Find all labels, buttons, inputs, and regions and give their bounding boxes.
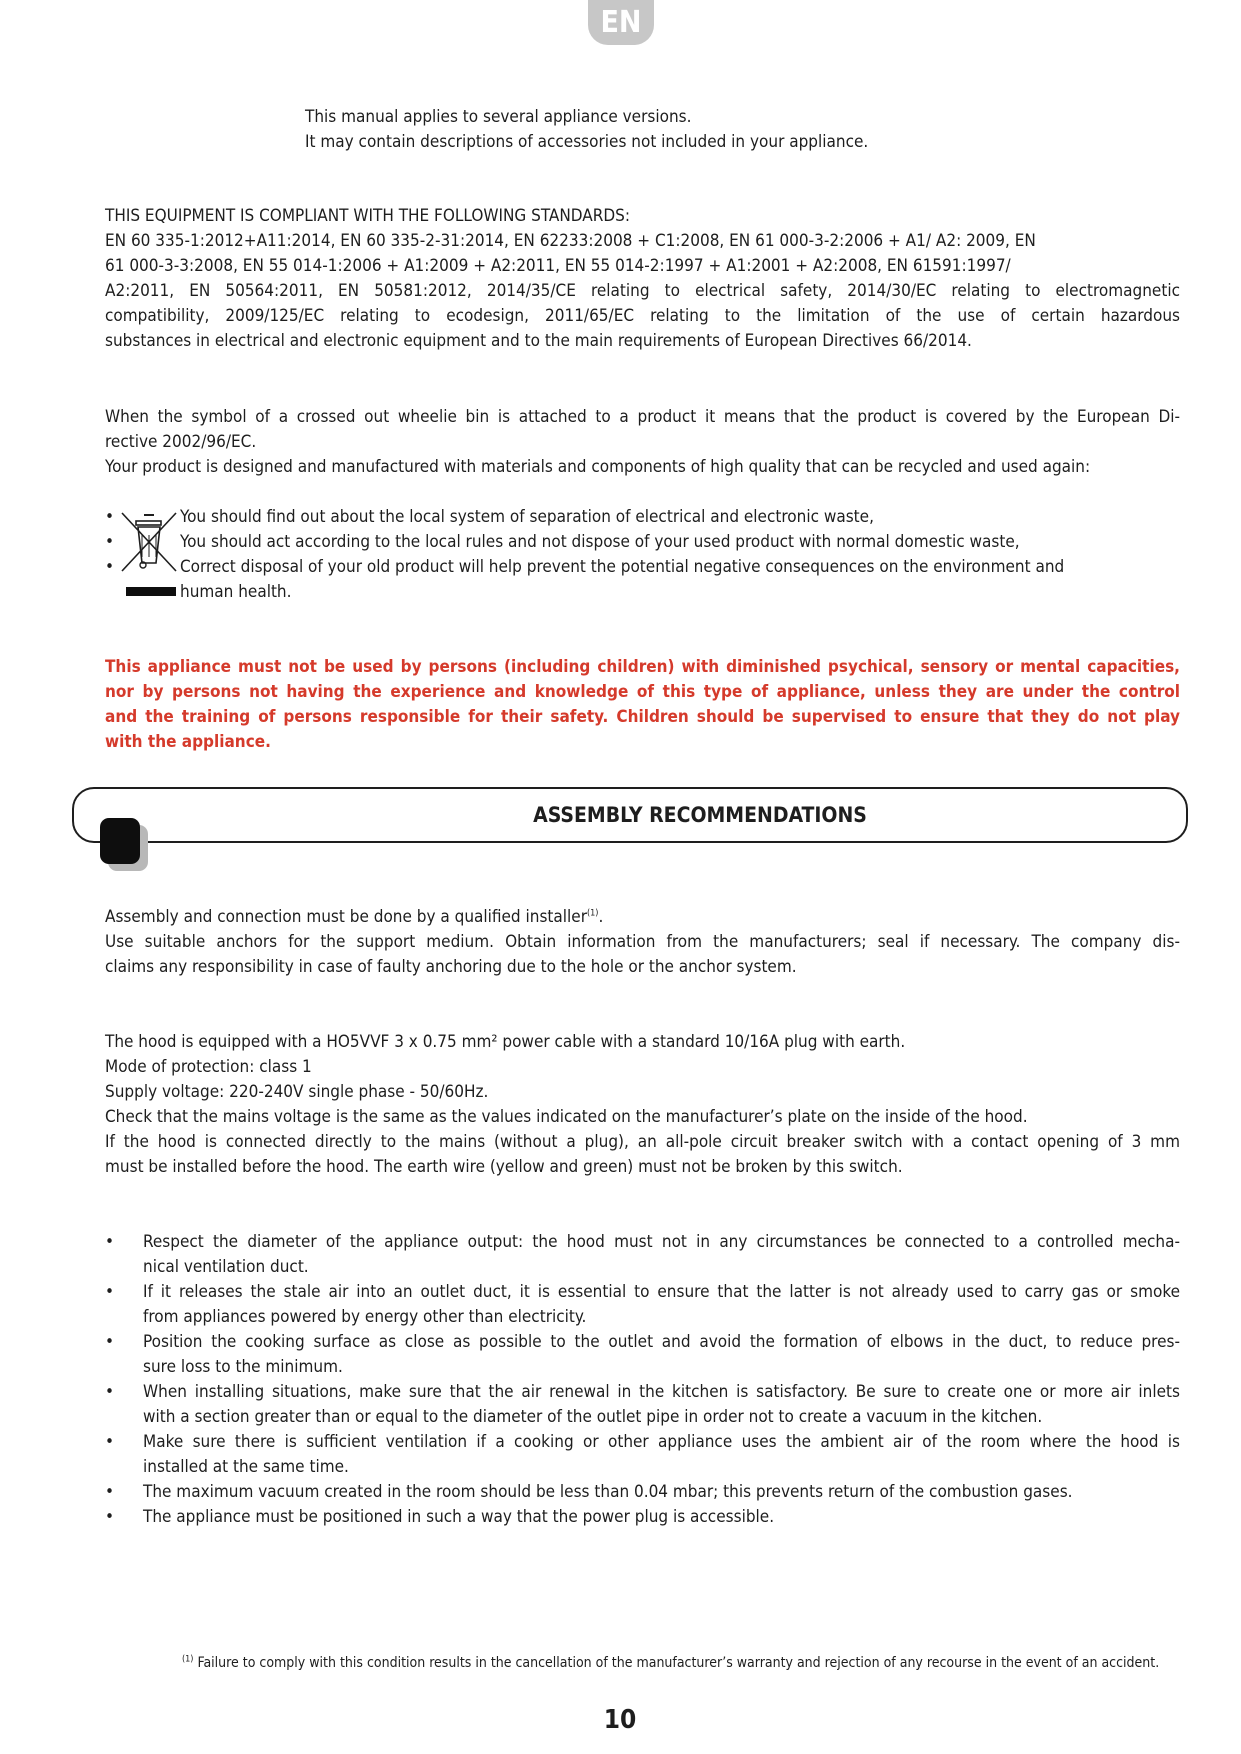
electrical-line-6: must be installed before the hood. The earth wire (yellow and green) must not be broken by this switch. <box>105 1157 903 1177</box>
weee-bullet-2: You should act according to the local rules and not dispose of your used product with normal domestic waste, <box>180 532 1020 552</box>
crossed-wheelie-bin-icon <box>118 505 180 603</box>
vent-bullet-1: Respect the diameter of the appliance output: the hood must not in any circumstances be connected to a controlled mecha- <box>143 1232 1180 1252</box>
assembly-line-3: claims any responsibility in case of faulty anchoring due to the hole or the anchor system. <box>105 957 797 977</box>
footnote <box>182 1655 1159 1671</box>
vent-bullet-5-marker: • <box>105 1432 115 1452</box>
footnote-text: Failure to comply with this condition results in the cancellation of the manufacturer’s warranty and rejection of any recourse in the event of an accident. <box>197 1655 1160 1671</box>
vent-bullet-7-marker: • <box>105 1507 115 1527</box>
intro-line-2: It may contain descriptions of accessories not included in your appliance. <box>305 132 869 152</box>
weee-line-3: Your product is designed and manufactured with materials and components of high quality that can be recycled and used again: <box>105 457 1091 477</box>
footnote-marker: (1) <box>182 1654 194 1665</box>
vent-bullet-1-marker: • <box>105 1232 115 1252</box>
vent-bullet-3-marker: • <box>105 1332 115 1352</box>
warning-line-4: with the appliance. <box>105 732 271 752</box>
vent-bullet-4-marker: • <box>105 1382 115 1402</box>
weee-bullet-3-marker: • <box>105 557 115 577</box>
vent-bullet-6: The maximum vacuum created in the room should be less than 0.04 mbar; this prevents return of the combustion gases. <box>143 1482 1073 1502</box>
weee-bullet-3: Correct disposal of your old product will help prevent the potential negative consequences on the environment and <box>180 557 1065 577</box>
language-badge: EN <box>588 0 654 45</box>
standards-heading: THIS EQUIPMENT IS COMPLIANT WITH THE FOLLOWING STANDARDS: <box>105 206 630 226</box>
vent-bullet-1-cont: nical ventilation duct. <box>143 1257 309 1277</box>
vent-bullet-2-cont: from appliances powered by energy other than electricity. <box>143 1307 587 1327</box>
vent-bullet-2-marker: • <box>105 1282 115 1302</box>
footnote-ref: (1) <box>586 908 599 919</box>
section-title: ASSEMBLY RECOMMENDATIONS <box>533 803 867 827</box>
vent-bullet-4: When installing situations, make sure that the air renewal in the kitchen is satisfactory. Be sure to create one or more air inlets <box>143 1382 1180 1402</box>
page-number: 10 <box>603 1705 637 1735</box>
vent-bullet-2: If it releases the stale air into an outlet duct, it is essential to ensure that the latter is not already used to carry gas or smoke <box>143 1282 1180 1302</box>
standards-line-4: compatibility, 2009/125/EC relating to ecodesign, 2011/65/EC relating to the limitation of the use of certain hazardous <box>105 306 1180 326</box>
weee-line-1: When the symbol of a crossed out wheelie bin is attached to a product it means that the product is covered by the European Di- <box>105 407 1180 427</box>
vent-bullet-4-cont: with a section greater than or equal to the diameter of the outlet pipe in order not to create a vacuum in the kitchen. <box>143 1407 1043 1427</box>
vent-bullet-5-cont: installed at the same time. <box>143 1457 349 1477</box>
weee-bullet-1-marker: • <box>105 507 115 527</box>
assembly-line-1: Assembly and connection must be done by a qualified installer$^{(1)}$. <box>105 907 604 927</box>
electrical-line-2: Mode of protection: class 1 <box>105 1057 312 1077</box>
vent-bullet-7: The appliance must be positioned in such a way that the power plug is accessible. <box>143 1507 775 1527</box>
section-marker <box>100 818 140 864</box>
warning-line-2: nor by persons not having the experience and knowledge of this type of appliance, unless they are under the control <box>105 682 1180 702</box>
weee-bullet-3-cont: human health. <box>180 582 292 602</box>
assembly-line-2: Use suitable anchors for the support medium. Obtain information from the manufacturers; seal if necessary. The company dis- <box>105 932 1180 952</box>
warning-line-1: This appliance must not be used by persons (including children) with diminished psychical, sensory or mental capacities, <box>105 657 1180 677</box>
vent-bullet-6-marker: • <box>105 1482 115 1502</box>
standards-line-1: EN 60 335-1:2012+A11:2014, EN 60 335-2-31:2014, EN 62233:2008 + C1:2008, EN 61 000-3-2:2006 + A1/ A2: 2009, EN <box>105 231 1036 251</box>
electrical-line-1: The hood is equipped with a HO5VVF 3 x 0.75 mm² power cable with a standard 10/16A plug with earth. <box>105 1032 906 1052</box>
standards-line-3: A2:2011, EN 50564:2011, EN 50581:2012, 2014/35/CE relating to electrical safety, 2014/30/EC relating to electromagnetic <box>105 281 1180 301</box>
electrical-line-4: Check that the mains voltage is the same as the values indicated on the manufacturer’s plate on the inside of the hood. <box>105 1107 1028 1127</box>
intro-line-1: This manual applies to several appliance versions. <box>305 107 692 127</box>
vent-bullet-3-cont: sure loss to the minimum. <box>143 1357 343 1377</box>
weee-bullet-1: You should find out about the local system of separation of electrical and electronic waste, <box>180 507 874 527</box>
electrical-line-3: Supply voltage: 220-240V single phase - 50/60Hz. <box>105 1082 489 1102</box>
standards-line-5: substances in electrical and electronic equipment and to the main requirements of European Directives 66/2014. <box>105 331 972 351</box>
standards-line-2: 61 000-3-3:2008, EN 55 014-1:2006 + A1:2009 + A2:2011, EN 55 014-2:1997 + A1:2001 + A2:2008, EN 61591:1997/ <box>105 256 1011 276</box>
vent-bullet-3: Position the cooking surface as close as possible to the outlet and avoid the formation of elbows in the duct, to reduce pres- <box>143 1332 1180 1352</box>
weee-line-2: rective 2002/96/EC. <box>105 432 257 452</box>
vent-bullet-5: Make sure there is sufficient ventilation if a cooking or other appliance uses the ambient air of the room where the hood is <box>143 1432 1180 1452</box>
electrical-line-5: If the hood is connected directly to the mains (without a plug), an all-pole circuit breaker switch with a contact opening of 3 mm <box>105 1132 1180 1152</box>
warning-line-3: and the training of persons responsible for their safety. Children should be supervised to ensure that they do not play <box>105 707 1180 727</box>
weee-bullet-2-marker: • <box>105 532 115 552</box>
